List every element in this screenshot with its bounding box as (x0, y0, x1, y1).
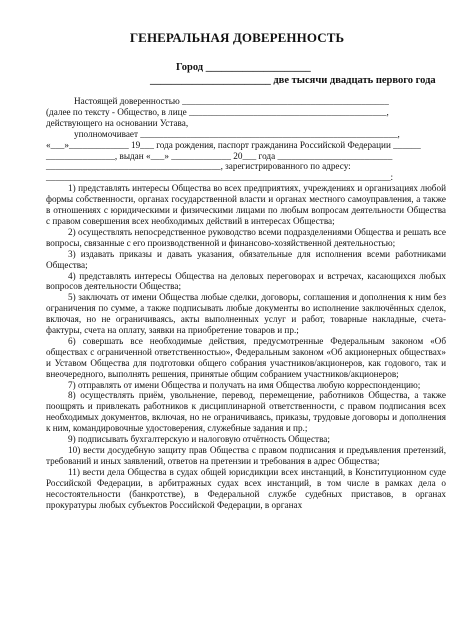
preamble-line: ___________________________________________________________________________: (46, 172, 394, 183)
powers-list (46, 183, 446, 510)
document-body (46, 96, 446, 510)
list-item: 6) совершать все необходимые действия, предусмотренные Федеральным законом «Об обществах с ограниченной ответственностью», Федеральным законом «Об акционерных обществах» и Уставом Общества для подготовки общего собрания участников/акционеров, как годового, так и внеочередного, выполнять решения, принятые общим собранием участников/акционеров; (46, 335, 446, 379)
document-title: ГЕНЕРАЛЬНАЯ ДОВЕРЕННОСТЬ (129, 30, 345, 45)
list-item: 8) осуществлять приём, увольнение, перевод, перемещение, работников Общества, а также поощрять и привлекать работников к дисциплинарной ответственности, с правом подписания всех необходимых документов, включая, но не ограничиваясь, приказы, трудовые договоры и дополнения к ним, командировочные удостоверения, служебные задания и пр.; (46, 390, 446, 434)
list-item: 11) вести дела Общества в судах общей юрисдикции всех инстанций, в Конституционном суде Российской Федерации, в арбитражных судах всех инстанций, в том числе в рамках дела о несостоятельности (банкротстве), в Федеральной службе судебных приставов, в органах прокуратуры любых субъектов Российской Федерации, в органах (46, 466, 446, 510)
list-item: 4) представлять интересы Общества на деловых переговорах и встречах, касающихся любых вопросов деятельности Общества; (46, 270, 446, 292)
list-item: 5) заключать от имени Общества любые сделки, договоры, соглашения и дополнения к ним без ограничения по сумме, а также подписывать любые документы во исполнение заключённых сделок, включая, но не ограничиваясь, акты выполненных услуг и работ, товарные накладные, счета-фактуры, счета на оплату, заявки на приобретение товаров и пр.; (46, 292, 446, 336)
preamble-line: уполномочивает ________________________________________________________, (74, 128, 400, 139)
list-item: 1) представлять интересы Общества во всех предприятиях, учреждениях и организациях любой формы собственности, органах государственной власти и органах местного самоуправления, а также в отношениях с юридическими и физическими лицами по любым вопросам деятельности Общества с правом совершения всех необходимых действий в интересах Общества; (46, 183, 446, 226)
date-line: _______________________ две тысячи двадцать первого года (150, 75, 436, 86)
city-line: Город ____________________ (176, 62, 311, 73)
preamble-line: действующего на основании Устава, (46, 117, 189, 128)
preamble-line: _______________, выдан «___» _____________ 20___ года _________________________ (46, 150, 393, 161)
list-item: 2) осуществлять непосредственное руководство всеми подразделениями Общества и решать все вопросы, связанные с его производственной и финансово-хозяйственной деятельностью; (46, 226, 446, 248)
preamble-line: ______________________________________, зарегистрированного по адресу: (46, 161, 351, 172)
preamble-line: Настоящей доверенностью _____________________________________________ (74, 96, 389, 106)
list-item: 3) издавать приказы и давать указания, обязательные для исполнения всеми работниками Общества; (46, 248, 446, 270)
list-item: 7) отправлять от имени Общества и получать на имя Общества любую корреспонденцию; (68, 379, 421, 390)
list-item: 10) вести досудебную защиту прав Общества с правом подписания и предъявления претензий, требований и иных заявлений, ответов на претензии и требования в адрес Общества; (46, 445, 446, 466)
preamble (46, 96, 446, 183)
preamble-line: (далее по тексту - Общество, в лице ___________________________________________, (46, 106, 389, 117)
list-item: 9) подписывать бухгалтерскую и налоговую отчётность Общества; (68, 434, 330, 445)
preamble-line: «___»_____________ 19___ года рождения, паспорт гражданина Российской Федерации ______ (46, 139, 421, 150)
